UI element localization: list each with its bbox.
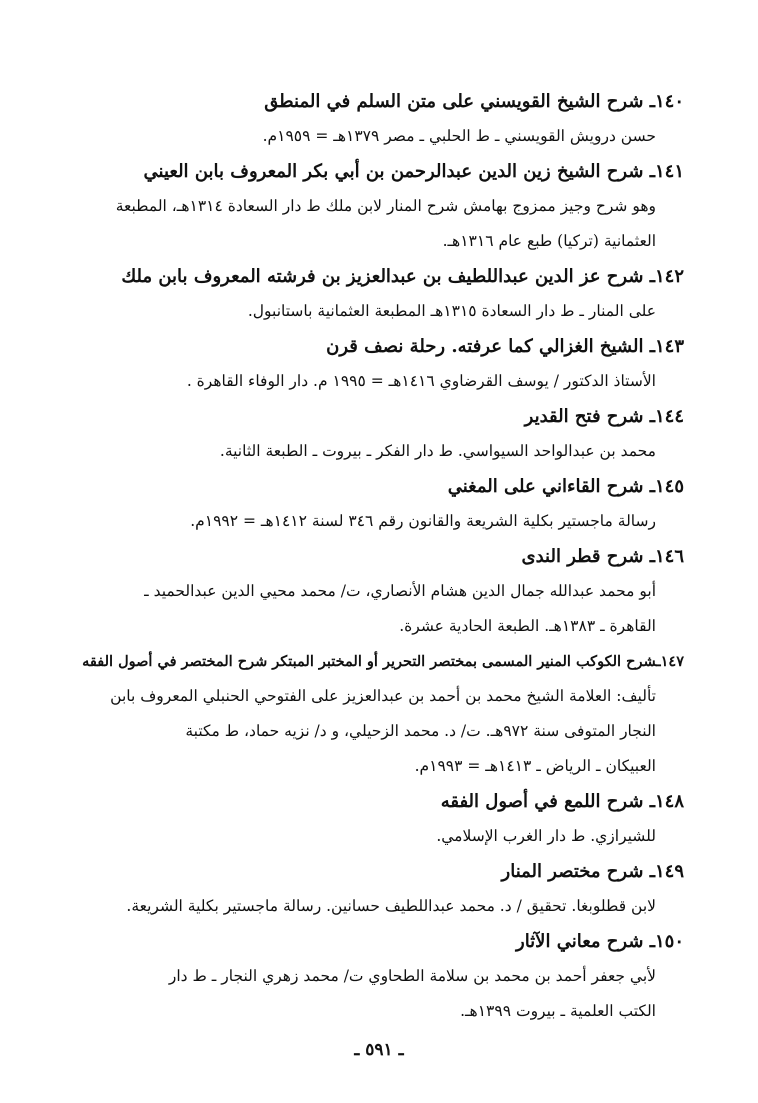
bibliography-entry: [80, 539, 684, 644]
entry-heading: ١٤٨ـ شرح اللمع في أصول الفقه: [440, 791, 684, 812]
entry-details: [80, 679, 684, 784]
bibliography-entry: [80, 644, 684, 784]
bibliography-entry: [80, 259, 684, 329]
bibliography-entry: [80, 84, 684, 154]
bibliography-entry: [80, 784, 684, 854]
entry-details: [80, 504, 684, 539]
entry-heading: ١٤٢ـ شرح عز الدين عبداللطيف بن عبدالعزيز بن فرشته المعروف بابن ملك: [121, 266, 684, 287]
entry-heading: ١٤٩ـ شرح مختصر المنار: [501, 861, 684, 882]
entry-details: [80, 119, 684, 154]
bibliography-entry: [80, 399, 684, 469]
entry-detail-line: النجار المتوفى سنة ٩٧٢هـ. ت/ د. محمد الزحيلي، و د/ نزيه حماد، ط مكتبة: [185, 722, 656, 740]
entry-heading: ١٤٦ـ شرح قطر الندى: [521, 546, 684, 567]
bibliography-entry: [80, 154, 684, 259]
entry-heading: ١٤٣ـ الشيخ الغزالي كما عرفته. رحلة نصف قرن: [326, 336, 684, 357]
entry-detail-line: العثمانية (تركيا) طبع عام ١٣١٦هـ.: [442, 232, 656, 250]
entry-detail-line: القاهرة ـ ١٣٨٣هـ. الطبعة الحادية عشرة.: [399, 617, 656, 635]
entry-details: [80, 819, 684, 854]
entry-detail-line: محمد بن عبدالواحد السيواسي. ط دار الفكر ـ بيروت ـ الطبعة الثانية.: [219, 442, 656, 460]
page-number: ـ ٥٩١ ـ: [354, 1040, 404, 1060]
entry-details: [80, 574, 684, 644]
entry-detail-line: رسالة ماجستير بكلية الشريعة والقانون رقم ٣٤٦ لسنة ١٤١٢هـ = ١٩٩٢م.: [190, 512, 656, 530]
entry-details: [80, 889, 684, 924]
entry-details: [80, 434, 684, 469]
entry-detail-line: حسن درويش القويسني ـ ط الحلبي ـ مصر ١٣٧٩هـ = ١٩٥٩م.: [262, 127, 656, 145]
entry-heading: ١٤٠ـ شرح الشيخ القويسني على متن السلم في المنطق: [264, 91, 684, 112]
entry-heading: ١٤٥ـ شرح القاءاني على المغني: [447, 476, 684, 497]
entry-detail-line: للشيرازي. ط دار الغرب الإسلامي.: [436, 827, 656, 845]
entry-heading: ١٤١ـ شرح الشيخ زين الدين عبدالرحمن بن أبي بكر المعروف بابن العيني: [143, 161, 684, 182]
bibliography-entry: [80, 924, 684, 1029]
entry-heading: ١٤٤ـ شرح فتح القدير: [524, 406, 684, 427]
entry-heading: ١٤٧ـشرح الكوكب المنير المسمى بمختصر التحرير أو المختبر المبتكر شرح المختصر في أصول الفقه: [82, 653, 684, 670]
entry-detail-line: الأستاذ الدكتور / يوسف القرضاوي ١٤١٦هـ = ١٩٩٥ م. دار الوفاء القاهرة .: [186, 372, 656, 390]
entry-details: [80, 294, 684, 329]
entry-detail-line: أبو محمد عبدالله جمال الدين هشام الأنصاري، ت/ محمد محيي الدين عبدالحميد ـ: [144, 582, 656, 600]
entry-details: [80, 959, 684, 1029]
entry-detail-line: لابن قطلوبغا. تحقيق / د. محمد عبداللطيف حسانين. رسالة ماجستير بكلية الشريعة.: [126, 897, 656, 915]
entry-heading: ١٥٠ـ شرح معاني الآثار: [516, 931, 684, 952]
entry-detail-line: لأبي جعفر أحمد بن محمد بن سلامة الطحاوي ت/ محمد زهري النجار ـ ط دار: [168, 967, 656, 985]
bibliography-entry: [80, 469, 684, 539]
bibliography-list: [80, 84, 684, 1029]
bibliography-entry: [80, 329, 684, 399]
entry-detail-line: وهو شرح وجيز ممزوج بهامش شرح المنار لابن ملك ط دار السعادة ١٣١٤هـ، المطبعة: [115, 197, 656, 215]
entry-details: [80, 364, 684, 399]
bibliography-entry: [80, 854, 684, 924]
entry-detail-line: على المنار ـ ط دار السعادة ١٣١٥هـ المطبعة العثمانية باستانبول.: [247, 302, 656, 320]
entry-detail-line: الكتب العلمية ـ بيروت ١٣٩٩هـ.: [460, 1002, 656, 1020]
entry-detail-line: تأليف: العلامة الشيخ محمد بن أحمد بن عبدالعزيز على الفتوحي الحنبلي المعروف بابن: [110, 687, 656, 705]
entry-detail-line: العبيكان ـ الرياض ـ ١٤١٣هـ = ١٩٩٣م.: [414, 757, 656, 775]
entry-details: [80, 189, 684, 259]
